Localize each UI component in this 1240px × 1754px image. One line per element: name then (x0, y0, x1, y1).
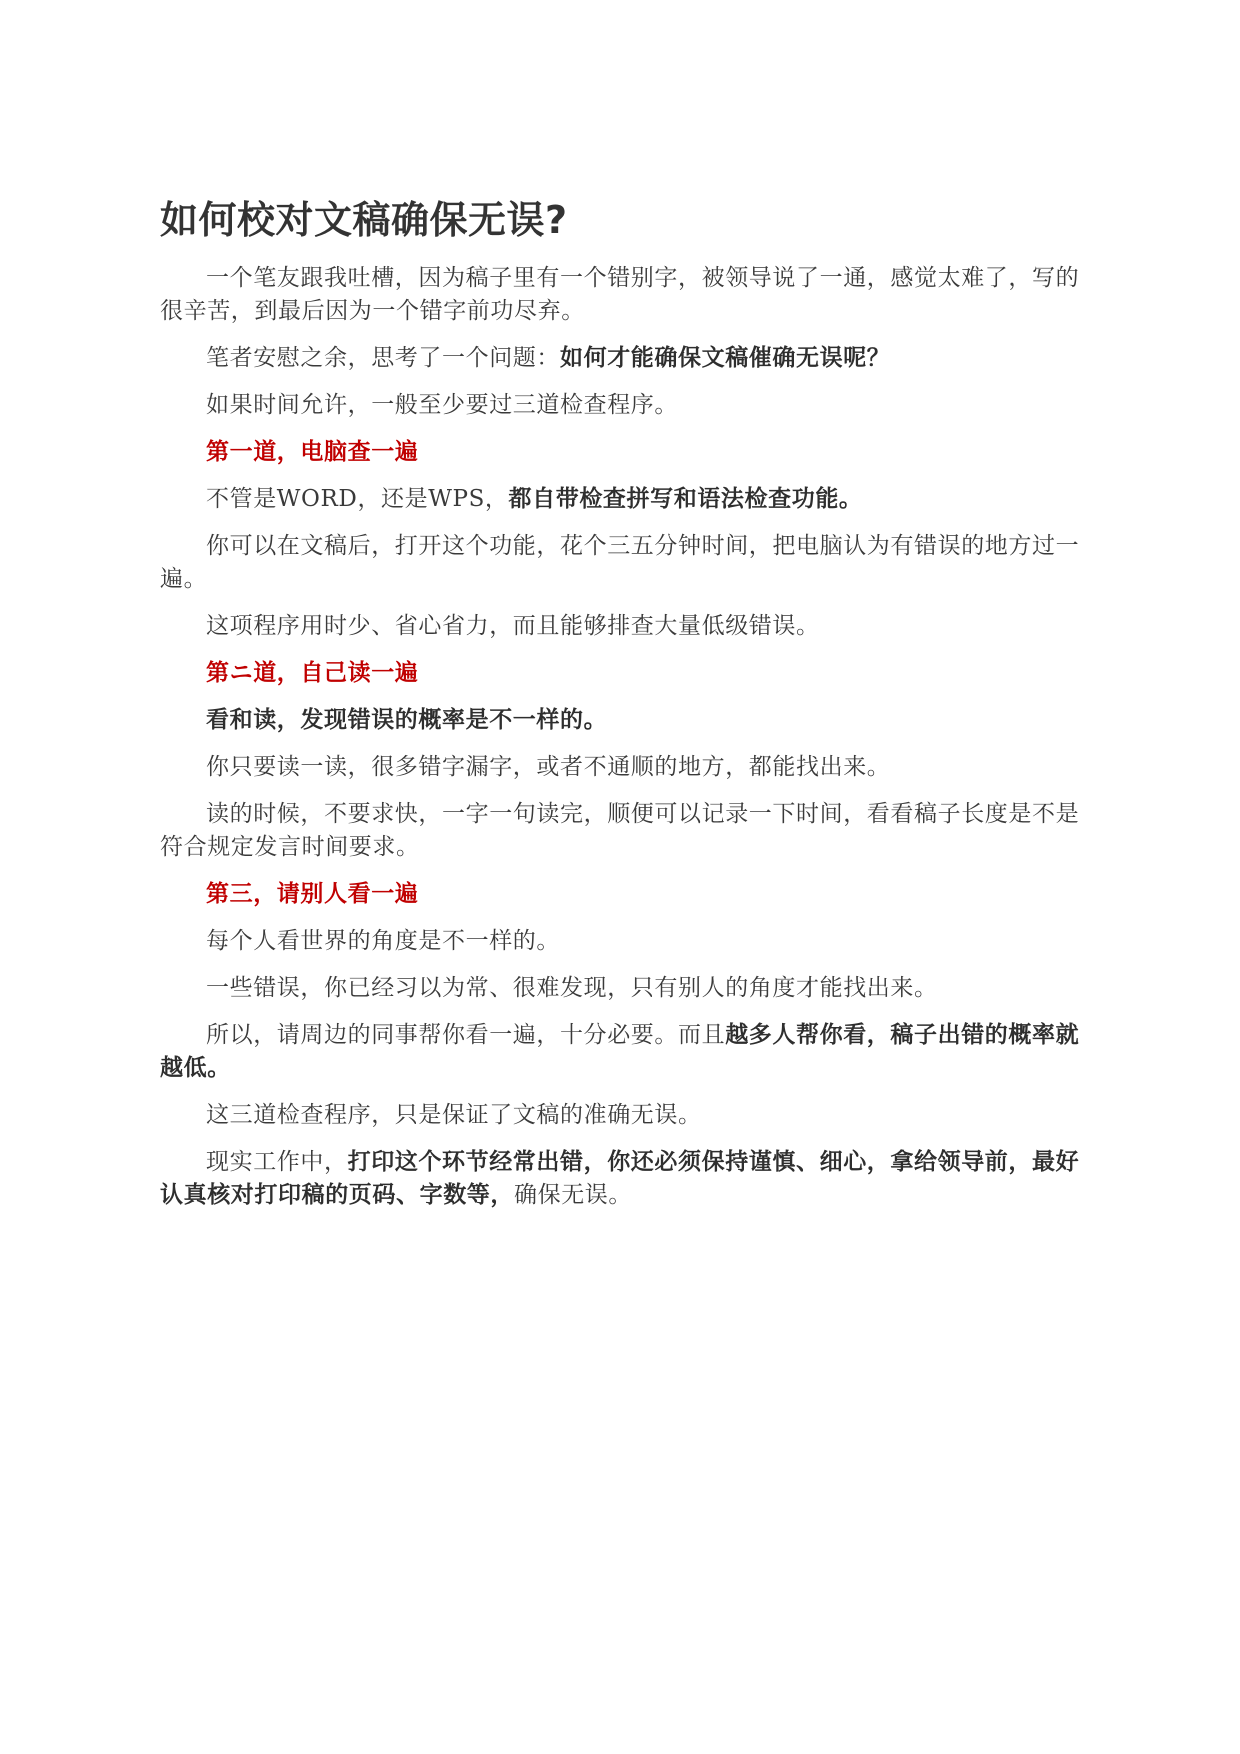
paragraph-9: 读的时候，不要求快，一字一句读完，顺便可以记录一下时间，看看稿子长度是不是符合规定发言时间要求。 (160, 801, 1080, 860)
paragraph-12 (160, 1019, 1096, 1085)
paragraph-13: 这三道检查程序，只是保证了文稿的准确无误。 (206, 1102, 702, 1128)
section-heading-3: 第三，请别人看一遍 (206, 881, 419, 907)
paragraph-4-bold: 都自带检查拼写和语法检查功能。 (508, 486, 863, 512)
paragraph-11: 一些错误，你已经习以为常、很难发现，只有别人的角度才能找出来。 (206, 975, 938, 1001)
paragraph-2 (160, 342, 1096, 375)
document-title: 如何校对文稿确保无误? (160, 198, 568, 242)
paragraph-12-bold: 越多人帮你看，稿子出错的概率就越低。 (160, 1022, 1080, 1081)
paragraph-6: 这项程序用时少、省心省力，而且能够排查大量低级错误。 (206, 613, 820, 639)
paragraph-1: 一个笔友跟我吐槽，因为稿子里有一个错别字，被领导说了一通，感觉太难了，写的很辛苦，到最后因为一个错字前功尽弃。 (160, 265, 1080, 324)
paragraph-14-bold: 打印这个环节经常出错，你还必须保持谨慎、细心，拿给领导前，最好认真核对打印稿的页码、字数等， (160, 1149, 1080, 1208)
paragraph-12-text: 所以，请周边的同事帮你看一遍，十分必要。而且 (206, 1022, 726, 1048)
paragraph-14-text: 现实工作中， (206, 1149, 348, 1175)
section-heading-1: 第一道，电脑查一遍 (206, 439, 419, 465)
paragraph-10: 每个人看世界的角度是不一样的。 (206, 928, 560, 954)
paragraph-2-text: 笔者安慰之余，思考了一个问题： (206, 345, 560, 371)
paragraph-5: 你可以在文稿后，打开这个功能，花个三五分钟时间，把电脑认为有错误的地方过一遍。 (160, 533, 1080, 592)
paragraph-8: 你只要读一读，很多错字漏字，或者不通顺的地方，都能找出来。 (206, 754, 891, 780)
paragraph-14 (160, 1146, 1096, 1212)
paragraph-7: 看和读，发现错误的概率是不一样的。 (206, 707, 608, 733)
paragraph-3: 如果时间允许，一般至少要过三道检查程序。 (206, 392, 678, 418)
paragraph-4 (160, 483, 1096, 516)
paragraph-4-text: 不管是WORD，还是WPS， (206, 486, 509, 512)
paragraph-2-bold: 如何才能确保文稿催确无误呢？ (560, 345, 891, 371)
document-page (160, 196, 1096, 1226)
paragraph-14-end: 确保无误。 (514, 1182, 632, 1208)
section-heading-2: 第ニ道，自己读一遍 (206, 660, 419, 686)
